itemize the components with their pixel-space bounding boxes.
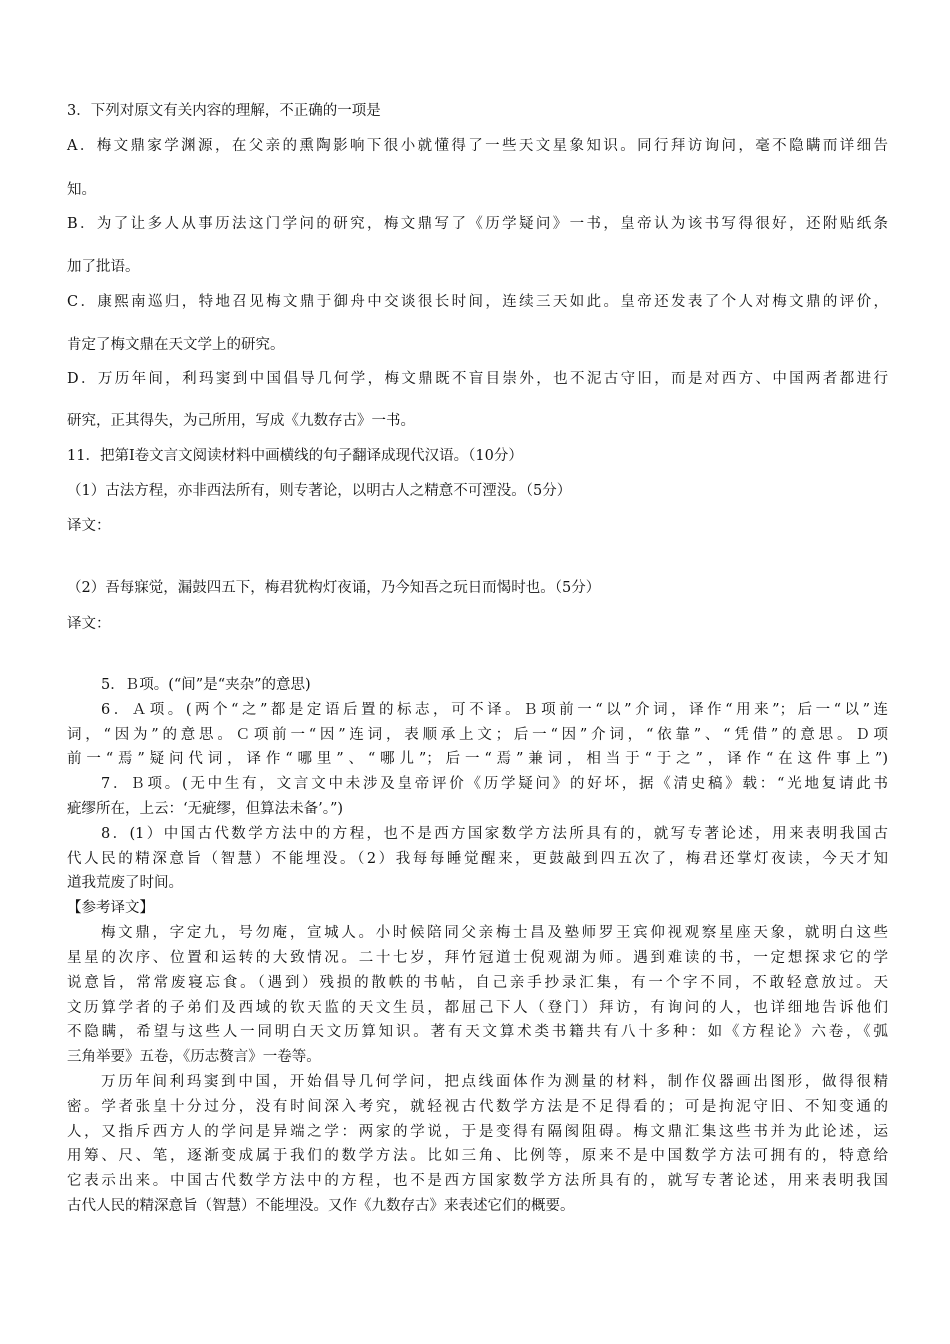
question-11-sentence-1: （1）古法方程，亦非西法所有，则专著论，以明古人之精意不可湮没。（5分） (67, 483, 572, 499)
answer-8-line-3: 道我荒废了时间。 (67, 875, 183, 891)
option-c-line-2: 肯定了梅文鼎在天文学上的研究。 (67, 337, 285, 353)
option-d-line-1: D．万历年间，利玛窦到中国倡导几何学，梅文鼎既不盲目崇外，也不泥古守旧，而是对西方、中国两者都进行 (67, 371, 888, 387)
translation-para-1-line-2: 星星的次序、位置和运转的大致情况。二十七岁，拜竹冠道士倪观湖为师。遇到难读的书，一定想探求它的学 (67, 950, 888, 966)
translation-label-2: 译文： (67, 616, 111, 632)
question-11-sentence-2: （2）吾每寐觉，漏鼓四五下，梅君犹构灯夜诵，乃今知吾之玩日而愒时也。（5分） (67, 580, 601, 596)
option-d-line-2: 研究，正其得失，为己所用，写成《九数存古》一书。 (67, 413, 415, 429)
translation-para-2-line-6: 古代人民的精深意旨（智慧）不能埋没。又作《九数存古》来表述它们的概要。 (67, 1198, 575, 1214)
answer-5: 5．Ｂ项。(“间”是“夹杂”的意思) (101, 677, 311, 693)
option-b-line-2: 加了批语。 (67, 259, 140, 275)
answer-6-line-2: 词，“因为”的意思。Ｃ项前一“因”连词，表顺承上文；后一“因”介词，“依靠”、“凭借”的意思。Ｄ项 (67, 727, 888, 743)
translation-para-2-line-3: 人，又指斥西方人的学问是异端之学：两家的学说，于是变得有隔阂阻碍。梅文鼎汇集这些书并为此论述，运 (67, 1124, 888, 1140)
answer-6-line-1: 6．Ａ项。(两个“之”都是定语后置的标志，可不译。Ｂ项前一“以”介词，译作“用来”；后一“以”连 (101, 702, 888, 718)
question-3-stem: 3．下列对原文有关内容的理解，不正确的一项是 (67, 103, 381, 119)
translation-para-2-line-2: 密。学者张皇十分过分，没有时间深入考究，就轻视古代数学方法是不足得看的；可是拘泥守旧、不知变通的 (67, 1099, 888, 1115)
translation-para-2-line-1: 万历年间利玛窦到中国，开始倡导几何学问，把点线面体作为测量的材料，制作仪器画出图形，做得很精 (101, 1074, 888, 1090)
option-a-line-1: A．梅文鼎家学渊源，在父亲的熏陶影响下很小就懂得了一些天文星象知识。同行拜访询问，毫不隐瞒而详细告 (67, 138, 888, 154)
translation-para-2-line-5: 它表示出来。中国古代数学方法中的方程，也不是西方国家数学方法所具有的，就写专著论述，用来表明我国 (67, 1173, 888, 1189)
option-a-line-2: 知。 (67, 182, 96, 198)
answer-8-line-2: 代人民的精深意旨（智慧）不能埋没。（2）我每每睡觉醒来，更鼓敲到四五次了，梅君还掌灯夜读，今天才知 (67, 851, 888, 867)
answer-8-line-1: 8．(1）中国古代数学方法中的方程，也不是西方国家数学方法所具有的，就写专著论述，用来表明我国古 (101, 826, 888, 842)
translation-para-1-line-5: 不隐瞒，希望与这些人一同明白天文历算知识。著有天文算术类书籍共有八十多种：如《方程论》六卷，《弧 (67, 1024, 888, 1040)
answer-7-line-2: 疵缪所在，上云：‘无疵缪，但算法未备’。”) (67, 801, 344, 817)
translation-para-1-line-1: 梅文鼎，字定九，号勿庵，宣城人。小时候陪同父亲梅士昌及塾师罗王宾仰视观察星座天象，就明白这些 (101, 925, 888, 941)
question-11-stem: 11．把第Ⅰ卷文言文阅读材料中画横线的句子翻译成现代汉语。（10分） (67, 448, 523, 464)
option-b-line-1: B．为了让多人从事历法这门学问的研究，梅文鼎写了《历学疑问》一书，皇帝认为该书写得很好，还附贴纸条 (67, 216, 888, 232)
translation-para-1-line-3: 说意旨，常常废寝忘食。（遇到）残损的散帙的书帖，自己亲手抄录汇集，有一个字不同，不敢轻意放过。天 (67, 975, 888, 991)
answer-6-line-3: 前一“焉”疑问代词，译作“哪里”、“哪儿”；后一“焉”兼词，相当于“于之”，译作“在这件事上”) (67, 751, 888, 767)
translation-para-2-line-4: 用筹、尺、笔，逐渐变成属于我们的数学方法。比如三角、比例等，原来不是中国数学方法可拥有的，特意给 (67, 1148, 888, 1164)
answer-7-line-1: 7．Ｂ项。(无中生有，文言文中未涉及皇帝评价《历学疑问》的好坏，据《清史稿》载：“光地复请此书 (101, 776, 888, 792)
translation-para-1-line-6: 三角举要》五卷，《历志赘言》一卷等。 (67, 1049, 321, 1065)
reference-translation-heading: 【参考译文】 (67, 900, 154, 916)
translation-label-1: 译文： (67, 518, 111, 534)
option-c-line-1: C．康熙南巡归，特地召见梅文鼎于御舟中交谈很长时间，连续三天如此。皇帝还发表了个人对梅文鼎的评价， (67, 294, 888, 310)
translation-para-1-line-4: 文历算学者的子弟们及西域的钦天监的天文生员，都屈己下人（登门）拜访，有询问的人，也详细地告诉他们 (67, 1000, 888, 1016)
